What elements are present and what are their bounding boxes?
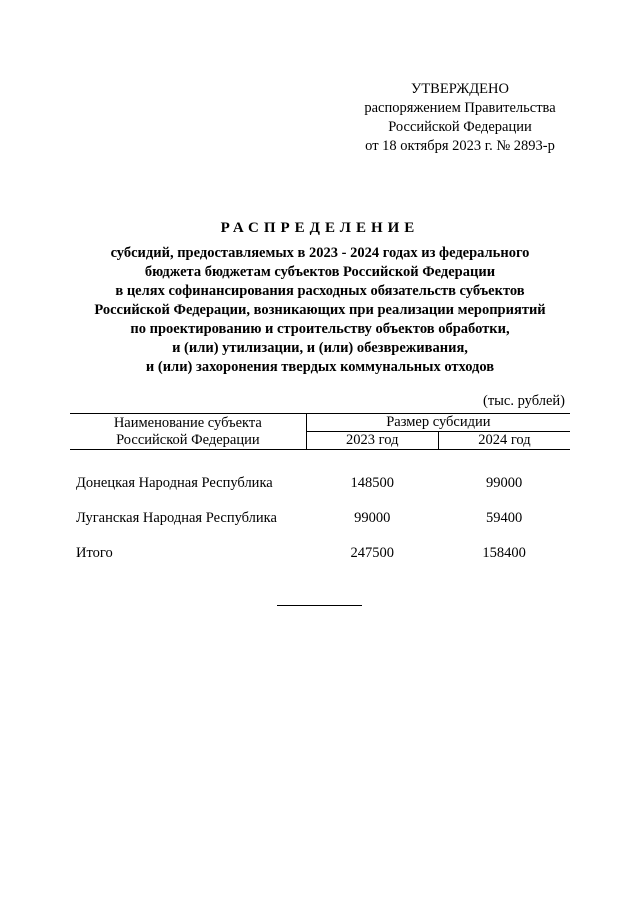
table-spacer <box>70 450 570 467</box>
row-value-2023: 148500 <box>350 475 395 491</box>
subtitle-line: бюджета бюджетам субъектов Российской Федерации <box>144 264 496 280</box>
approval-line-2: распоряжением Правительства <box>364 100 556 116</box>
subtitle-line: и (или) захоронения твердых коммунальных отходов <box>145 359 495 375</box>
header-subject-name <box>70 414 306 450</box>
row-value-2024: 59400 <box>486 510 523 526</box>
approval-line-3: Российской Федерации <box>388 119 532 135</box>
document-title: РАСПРЕДЕЛЕНИЕ <box>220 220 420 236</box>
table-row <box>70 466 570 501</box>
row-value-2024: 99000 <box>486 475 523 491</box>
header-year-2023: 2023 год <box>306 432 438 450</box>
header-subsidy-size: Размер субсидии <box>306 414 570 432</box>
table-row-total <box>70 536 570 571</box>
subtitle-line: и (или) утилизации, и (или) обезвреживания, <box>172 340 468 356</box>
row-total-2023: 247500 <box>350 545 395 561</box>
document-subtitle <box>60 244 580 377</box>
table-row <box>70 501 570 536</box>
table-header-row <box>70 414 570 432</box>
subsidy-table <box>70 413 570 571</box>
header-subject-line-2: Российской Федерации <box>116 431 260 448</box>
end-divider <box>277 605 362 606</box>
row-value-2023: 99000 <box>354 510 391 526</box>
header-year-2024: 2024 год <box>438 432 570 450</box>
header-subject-line-1: Наименование субъекта <box>113 414 262 431</box>
row-total-label: Итого <box>76 545 113 561</box>
subtitle-line: Российской Федерации, возникающих при реализации мероприятий <box>94 302 546 318</box>
units-label: (тыс. рублей) <box>483 393 565 409</box>
subtitle-line: в целях софинансирования расходных обязательств субъектов <box>115 283 525 299</box>
subtitle-line: по проектированию и строительству объектов обработки, <box>130 321 510 337</box>
approval-block <box>340 80 580 156</box>
row-subject-name: Донецкая Народная Республика <box>76 475 273 491</box>
row-subject-name: Луганская Народная Республика <box>76 510 277 526</box>
approval-label: УТВЕРЖДЕНО <box>411 81 509 97</box>
subtitle-line: субсидий, предоставляемых в 2023 - 2024 годах из федерального <box>110 245 530 261</box>
row-total-2024: 158400 <box>482 545 526 561</box>
approval-line-4: от 18 октября 2023 г. № 2893-р <box>365 138 555 154</box>
